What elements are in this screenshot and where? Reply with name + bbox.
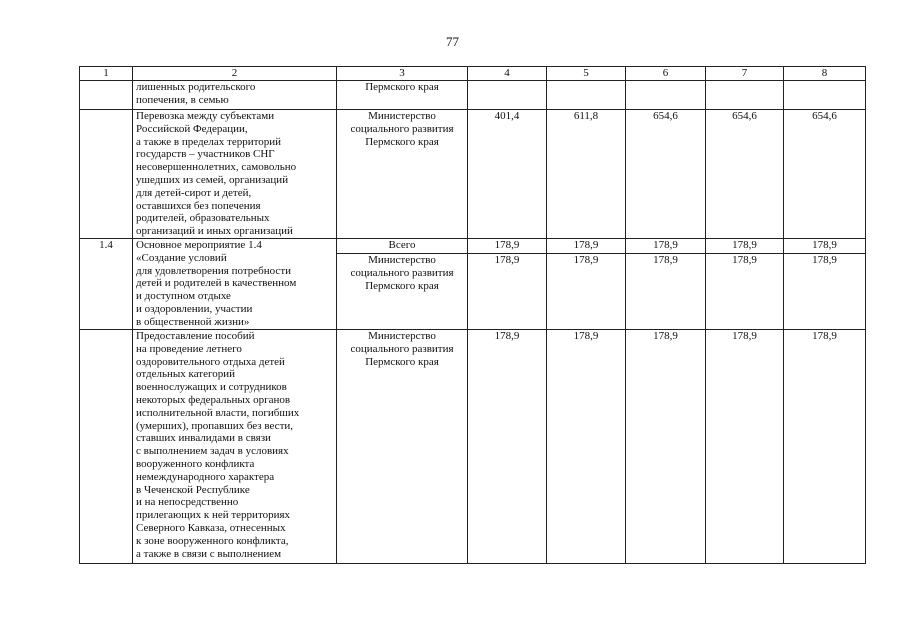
table-cell	[784, 81, 866, 110]
table-cell	[80, 81, 133, 110]
value-cell: 178,9	[547, 254, 626, 330]
responsible-executor: Министерство социального развития Пермского края	[337, 110, 468, 239]
value-cell: 178,9	[706, 239, 784, 254]
measure-description: Предоставление пособий на проведение летнего оздоровительного отдыха детей отдельных категорий военнослужащих и сотрудников некоторых федеральных органов исполнительной власти, погибших (умерших), пропавших без вести, ставших инвалидами в связи с выполнением задач в условиях вооруженного конфликта немеждународного характера в Чеченской Республике и на непосредственно прилегающих к ней территориях Северного Кавказа, отнесенных к зоне вооруженного конфликта, а также в связи с выполнением	[133, 330, 337, 564]
table-row	[80, 330, 866, 564]
value-cell: 178,9	[706, 330, 784, 564]
header-cell: 8	[784, 67, 866, 81]
table-row	[80, 81, 866, 110]
value-cell: 178,9	[784, 330, 866, 564]
header-cell: 1	[80, 67, 133, 81]
value-cell: 178,9	[468, 330, 547, 564]
table-row	[80, 239, 866, 254]
responsible-executor: Министерство социального развития Пермского края	[337, 330, 468, 564]
value-cell: 178,9	[784, 254, 866, 330]
value-cell: 654,6	[706, 110, 784, 239]
measure-description: Перевозка между субъектами Российской Федерации, а также в пределах территорий государств – участников СНГ несовершеннолетних, самовольно ушедших из семей, организаций для детей-сирот и детей, оставшихся без попечения родителей, образовательных организаций и иных организаций	[133, 110, 337, 239]
value-cell: 178,9	[706, 254, 784, 330]
responsible-executor: Пермского края	[337, 81, 468, 110]
value-cell: 611,8	[547, 110, 626, 239]
table-cell	[80, 330, 133, 564]
measure-description: Основное мероприятие 1.4 «Создание условий для удовлетворения потребности детей и родителей в качественном и доступном отдыхе и оздоровлении, участии в общественной жизни»	[133, 239, 337, 330]
table-cell	[706, 81, 784, 110]
table-row	[80, 110, 866, 239]
value-cell: 654,6	[626, 110, 706, 239]
value-cell: 178,9	[784, 239, 866, 254]
value-cell: 178,9	[547, 239, 626, 254]
value-cell: 178,9	[468, 254, 547, 330]
header-row	[80, 67, 866, 81]
value-cell: 178,9	[626, 330, 706, 564]
total-label: Всего	[337, 239, 468, 254]
header-cell: 2	[133, 67, 337, 81]
responsible-executor: Министерство социального развития Пермского края	[337, 254, 468, 330]
value-cell: 178,9	[468, 239, 547, 254]
header-cell: 4	[468, 67, 547, 81]
table-cell	[547, 81, 626, 110]
value-cell: 178,9	[547, 330, 626, 564]
header-cell: 3	[337, 67, 468, 81]
header-cell: 5	[547, 67, 626, 81]
table-cell	[80, 110, 133, 239]
table-cell	[626, 81, 706, 110]
item-number: 1.4	[80, 239, 133, 330]
budget-table	[79, 66, 866, 564]
measure-description: лишенных родительского попечения, в семью	[133, 81, 337, 110]
page-number: 77	[446, 34, 459, 49]
header-cell: 7	[706, 67, 784, 81]
header-cell: 6	[626, 67, 706, 81]
value-cell: 178,9	[626, 254, 706, 330]
value-cell: 178,9	[626, 239, 706, 254]
value-cell: 401,4	[468, 110, 547, 239]
value-cell: 654,6	[784, 110, 866, 239]
table-cell	[468, 81, 547, 110]
